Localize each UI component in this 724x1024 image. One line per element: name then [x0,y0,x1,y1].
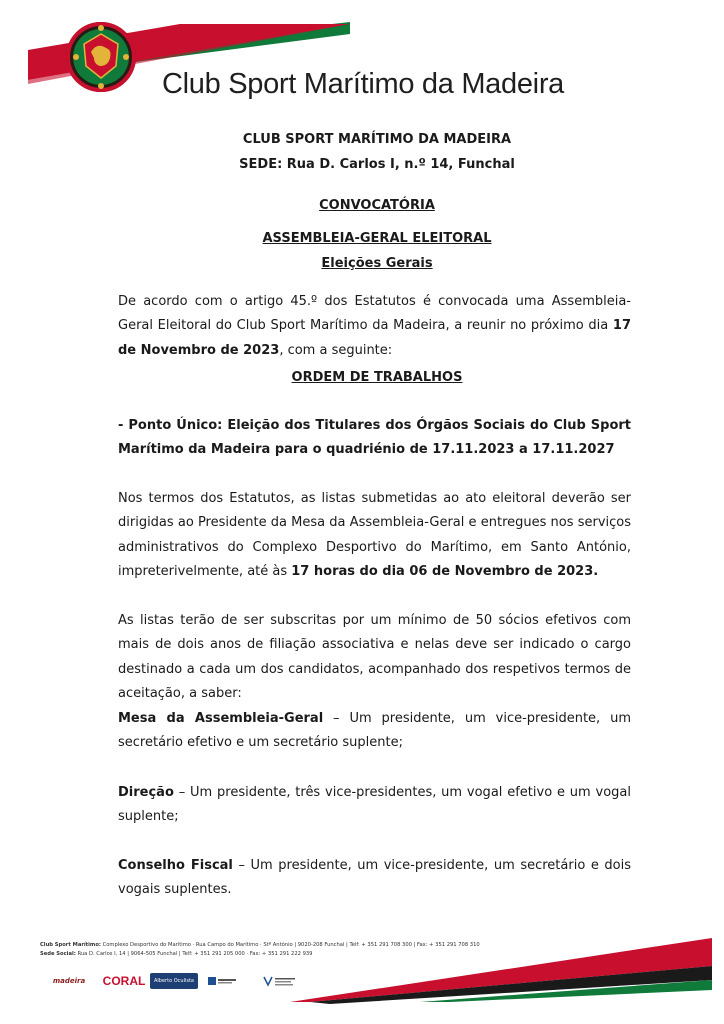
footer-banner [0,918,724,1024]
footer-address-line-2: Sede Social: Rua D. Carlos I, 14 | 9064-505 Funchal | Telf: + 351 291 205 000 · Fax: + 351 291 222 939 [40,951,313,957]
org-name: CLUB SPORT MARÍTIMO DA MADEIRA [242,132,512,147]
sponsor-coral-logo: CORAL [102,974,146,988]
sponsor-madeira-logo: madeira [52,977,86,985]
body-mesa: Mesa da Assembleia-Geral – Um presidente, um vice-presidente, um secretário efetivo e um secretário suplente; [118,711,631,751]
sponsor-alberto-oculista-logo: Alberto Oculista [150,973,198,989]
requirements-paragraph: As listas terão de ser subscritas por um mínimo de 50 sócios efetivos com mais de dois anos de filiação associativa e nelas deve ser indicado o cargo destinado a cada um dos candidatos, acompanhado dos respetivos termos de aceitação, a saber: [118,613,631,701]
agenda-title: ORDEM DE TRABALHOS [291,370,463,385]
club-crest-logo [64,20,138,94]
address: SEDE: Rua D. Carlos I, n.º 14, Funchal [239,157,515,172]
intro-paragraph: De acordo com o artigo 45.º dos Estatutos é convocada uma Assembleia-Geral Eleitoral do Club Sport Marítimo da Madeira, a reunir no próximo dia 17 de Novembro de 2023, com a seguinte: [118,294,631,358]
agenda-item: - Ponto Único: Eleição dos Titulares dos Órgãos Sociais do Club Sport Marítimo da Madeira para o quadriénio de 17.11.2023 a 17.11.2027 [118,418,631,458]
footer-address-line-1: Club Sport Marítimo: Complexo Desportivo do Marítimo · Rua Campo do Marítimo · Stº António | 9020-208 Funchal | Telf: + 351 291 708 300 | Fax: + 351 291 708 310 [40,942,480,948]
submission-deadline: 17 horas do dia 06 de Novembro de 2023. [291,563,599,579]
notice-title: CONVOCATÓRIA [319,198,435,213]
assembly-date: 17 de Novembro de 2023 [118,318,631,358]
body-direcao: Direção – Um presidente, três vice-presidentes, um vogal efetivo e um vogal suplente; [118,785,631,825]
elections-subtitle: Eleições Gerais [321,256,433,271]
body-conselho-fiscal: Conselho Fiscal – Um presidente, um vice-presidente, um secretário e dois vogais suplentes. [118,858,631,898]
assembly-title: ASSEMBLEIA-GERAL ELEITORAL [262,231,492,246]
submission-paragraph: Nos termos dos Estatutos, as listas submetidas ao ato eleitoral deverão ser dirigidas ao Presidente da Mesa da Assembleia-Geral e entregues nos serviços administrativos do Complexo Desportivo do Marítimo, em Santo António, impreterivelmente, até às 17 horas do dia 06 de Novembro de 2023. [118,491,631,579]
sponsor-secretaria-logo [262,973,298,989]
sponsor-regional-logo [208,973,238,989]
club-name-heading: Club Sport Marítimo da Madeira [162,68,564,100]
